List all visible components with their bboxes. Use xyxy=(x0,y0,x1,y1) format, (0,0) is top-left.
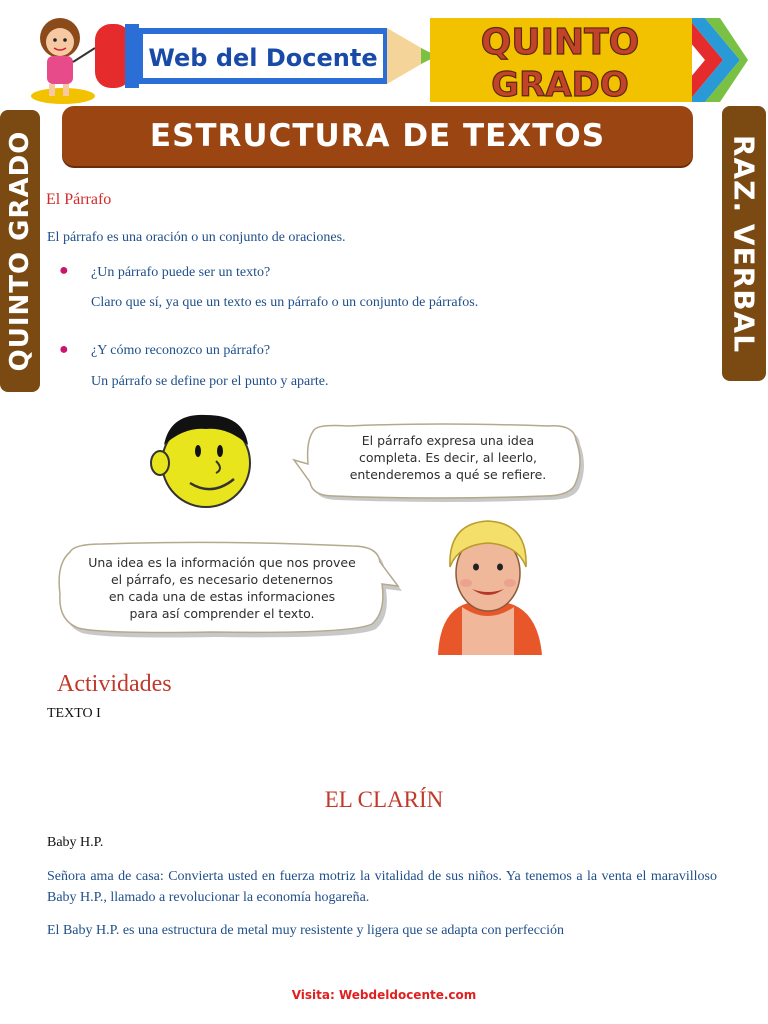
teacher-illustration xyxy=(31,18,95,104)
side-banner-left-text: QUINTO GRADO xyxy=(5,130,35,372)
story-author: Baby H.P. xyxy=(47,835,104,850)
story-paragraph: El Baby H.P. es una estructura de metal muy resistente y ligera que se adapta con perfección xyxy=(47,923,565,938)
grade-badge xyxy=(430,10,750,110)
definition-text: El párrafo es una oración o un conjunto de oraciones. xyxy=(47,230,346,245)
section-heading: El Párrafo xyxy=(46,191,112,208)
bullet-question: ¿Y cómo reconozco un párrafo? xyxy=(91,343,271,358)
bullet-answer: Claro que sí, ya que un texto es un párrafo o un conjunto de párrafos. xyxy=(91,295,479,310)
boy-face-illustration xyxy=(140,405,260,515)
bubble-line: entenderemos a qué se refiere. xyxy=(349,467,547,482)
story-paragraph: Señora ama de casa: Convierta usted en fuerza motriz la vitalidad de sus niños. Ya tenemos a la venta el maravilloso Baby H.P., llamado a revolucionar la economía hogareña. xyxy=(47,869,717,905)
grade-line1: QUINTO xyxy=(480,22,640,63)
side-banner-right xyxy=(722,106,766,381)
site-name-text: Web del Docente xyxy=(148,44,378,72)
web-del-docente-logo[interactable] xyxy=(25,10,445,110)
bubble-line: en cada una de estas informaciones xyxy=(108,589,336,604)
side-banner-left xyxy=(0,110,40,392)
speech-bubble-left xyxy=(52,540,402,640)
title-bar xyxy=(62,106,693,166)
bubble-line: completa. Es decir, al leerlo, xyxy=(359,450,537,465)
bullet-icon: ● xyxy=(59,262,69,279)
footer-link[interactable]: Visita: Webdeldocente.com xyxy=(291,988,477,1002)
page-title: ESTRUCTURA DE TEXTOS xyxy=(149,118,606,154)
grade-line2: GRADO xyxy=(491,65,629,105)
story-title: EL CLARÍN xyxy=(324,787,444,812)
speech-bubble-right xyxy=(288,420,588,505)
bullet-icon: ● xyxy=(59,341,69,358)
bubble-line: Una idea es la información que nos provee xyxy=(88,555,356,570)
bullet-answer: Un párrafo se define por el punto y aparte. xyxy=(91,374,329,389)
bubble-line: el párrafo, es necesario detenernos xyxy=(110,572,334,587)
bullet-question: ¿Un párrafo puede ser un texto? xyxy=(91,265,271,280)
side-banner-right-text: RAZ. VERBAL xyxy=(727,134,761,353)
activities-heading: Actividades xyxy=(57,671,172,697)
text-label: TEXTO I xyxy=(47,706,101,721)
bubble-line: para así comprender el texto. xyxy=(129,606,315,621)
bubble-line: El párrafo expresa una idea xyxy=(361,433,535,448)
girl-illustration xyxy=(428,515,548,655)
